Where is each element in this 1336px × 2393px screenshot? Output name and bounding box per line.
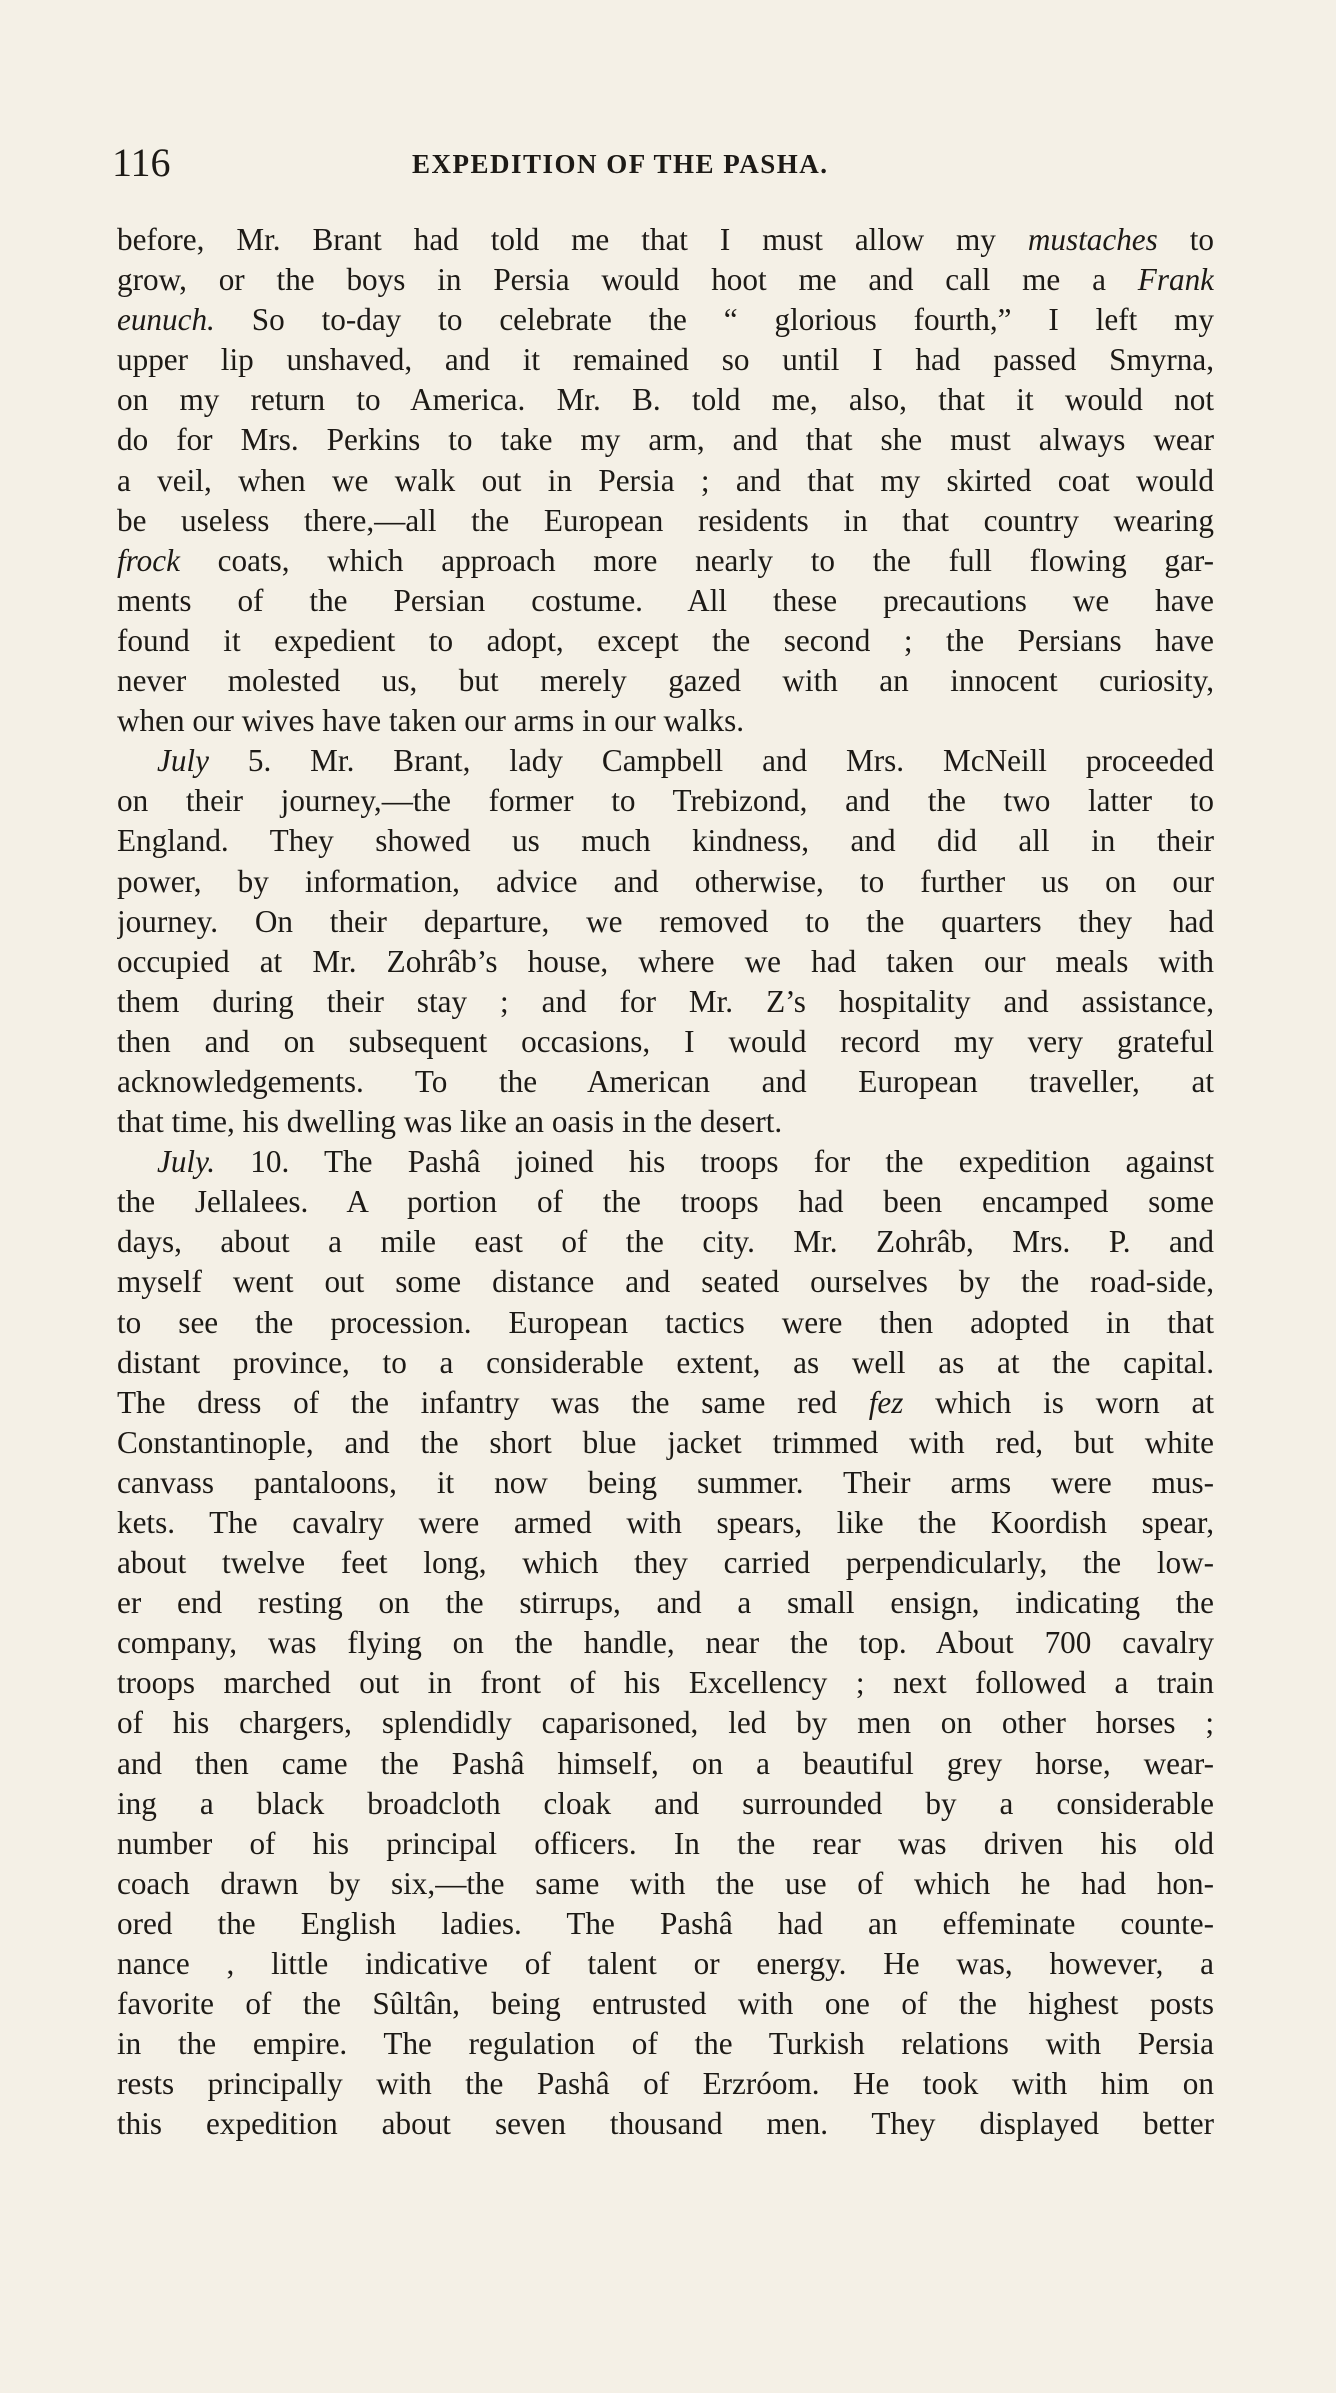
text-segment: then and on subsequent occasions, I would record my very grateful bbox=[117, 1023, 1214, 1059]
text-segment: of his chargers, splendidly caparisoned, led by men on other horses ; bbox=[117, 1705, 1214, 1741]
text-line bbox=[117, 1944, 1214, 1984]
text-line bbox=[117, 701, 1214, 741]
text-line bbox=[117, 862, 1214, 902]
text-segment: about twelve feet long, which they carried perpendicularly, the low- bbox=[117, 1545, 1214, 1581]
text-line bbox=[117, 902, 1214, 942]
text-line bbox=[117, 1102, 1214, 1142]
text-segment: occupied at Mr. Zohrâb’s house, where we had taken our meals with bbox=[117, 943, 1214, 979]
text-segment: canvass pantaloons, it now being summer. Their arms were mus- bbox=[117, 1464, 1214, 1500]
text-segment: coats, which approach more nearly to the full flowing gar- bbox=[179, 542, 1214, 578]
body-text bbox=[117, 220, 1214, 2145]
text-segment: do for Mrs. Perkins to take my arm, and that she must always wear bbox=[117, 422, 1214, 458]
text-line bbox=[117, 1784, 1214, 1824]
text-segment: grow, or the boys in Persia would hoot me and call me a bbox=[117, 262, 1138, 298]
text-line bbox=[117, 821, 1214, 861]
page-header bbox=[112, 138, 1212, 188]
text-segment: The dress of the infantry was the same red bbox=[117, 1384, 869, 1420]
text-line bbox=[117, 1984, 1214, 2024]
text-segment: nance , little indicative of talent or energy. He was, however, a bbox=[117, 1946, 1214, 1982]
text-segment: and then came the Pashâ himself, on a beautiful grey horse, wear- bbox=[117, 1745, 1214, 1781]
text-line bbox=[117, 1904, 1214, 1944]
text-line bbox=[117, 1343, 1214, 1383]
text-segment: be useless there,—all the European residents in that country wearing bbox=[117, 502, 1214, 538]
text-line bbox=[117, 1663, 1214, 1703]
text-line bbox=[117, 1062, 1214, 1102]
text-line bbox=[117, 2024, 1214, 2064]
text-line bbox=[117, 1744, 1214, 1784]
text-line bbox=[117, 220, 1214, 260]
text-segment: coach drawn by six,—the same with the use of which he had hon- bbox=[117, 1865, 1214, 1901]
text-segment: So to-day to celebrate the “ glorious fourth,” I left my bbox=[214, 302, 1214, 338]
text-line bbox=[117, 1383, 1214, 1423]
text-segment: when our wives have taken our arms in our walks. bbox=[117, 703, 745, 739]
text-segment: Constantinople, and the short blue jacket trimmed with red, but white bbox=[117, 1424, 1214, 1460]
text-line bbox=[117, 1503, 1214, 1543]
text-segment: which is worn at bbox=[903, 1384, 1214, 1420]
text-line bbox=[117, 1303, 1214, 1343]
text-segment: troops marched out in front of his Excellency ; next followed a train bbox=[117, 1665, 1214, 1701]
text-segment: acknowledgements. To the American and European traveller, at bbox=[117, 1063, 1214, 1099]
text-segment: them during their stay ; and for Mr. Z’s hospitality and assistance, bbox=[117, 983, 1214, 1019]
italic-text: frock bbox=[117, 542, 180, 578]
text-segment: favorite of the Sûltân, being entrusted with one of the highest posts bbox=[117, 1986, 1214, 2022]
text-segment: kets. The cavalry were armed with spears, like the Koordish spear, bbox=[117, 1505, 1214, 1540]
text-line bbox=[117, 621, 1214, 661]
text-line bbox=[117, 300, 1214, 340]
text-segment: er end resting on the stirrups, and a small ensign, indicating the bbox=[117, 1585, 1214, 1621]
text-line bbox=[117, 1423, 1214, 1463]
text-line bbox=[117, 1022, 1214, 1062]
text-segment: that time, his dwelling was like an oasis in the desert. bbox=[117, 1104, 783, 1140]
text-line bbox=[117, 1623, 1214, 1663]
text-line bbox=[117, 260, 1214, 300]
text-line bbox=[117, 581, 1214, 621]
text-line bbox=[117, 741, 1214, 781]
text-line bbox=[117, 1142, 1214, 1182]
text-segment: upper lip unshaved, and it remained so until I had passed Smyrna, bbox=[117, 342, 1214, 378]
text-segment: ments of the Persian costume. All these precautions we have bbox=[117, 582, 1214, 618]
italic-text: July. bbox=[157, 1144, 216, 1180]
text-line bbox=[117, 1463, 1214, 1503]
text-segment: found it expedient to adopt, except the second ; the Persians have bbox=[117, 622, 1214, 658]
text-line bbox=[117, 942, 1214, 982]
text-segment: on their journey,—the former to Trebizond, and the two latter to bbox=[117, 783, 1214, 819]
text-segment: 5. Mr. Brant, lady Campbell and Mrs. McNeill proceeded bbox=[208, 743, 1214, 779]
text-segment: days, about a mile east of the city. Mr. Zohrâb, Mrs. P. and bbox=[117, 1224, 1214, 1260]
text-segment: ing a black broadcloth cloak and surrounded by a considerable bbox=[117, 1785, 1214, 1821]
italic-text: July bbox=[157, 743, 209, 779]
text-segment: company, was flying on the handle, near the top. About 700 cavalry bbox=[117, 1625, 1214, 1661]
text-line bbox=[117, 501, 1214, 541]
text-line bbox=[117, 2064, 1214, 2104]
italic-text: Frank bbox=[1137, 262, 1214, 298]
text-line bbox=[117, 1703, 1214, 1743]
text-line bbox=[117, 1583, 1214, 1623]
text-line bbox=[117, 340, 1214, 380]
text-line bbox=[117, 661, 1214, 701]
italic-text: eunuch. bbox=[117, 302, 215, 338]
text-line bbox=[117, 380, 1214, 420]
text-segment: a veil, when we walk out in Persia ; and that my skirted coat would bbox=[117, 462, 1214, 498]
italic-text: fez bbox=[868, 1384, 904, 1420]
text-segment: number of his principal officers. In the rear was driven his old bbox=[117, 1825, 1214, 1861]
text-segment: to bbox=[1157, 222, 1214, 257]
text-line bbox=[117, 541, 1214, 581]
page-number: 116 bbox=[112, 140, 171, 185]
text-segment: never molested us, but merely gazed with an innocent curiosity, bbox=[117, 663, 1214, 699]
text-segment: this expedition about seven thousand men. They displayed better bbox=[117, 2106, 1214, 2142]
text-segment: rests principally with the Pashâ of Erzróom. He took with him on bbox=[117, 2066, 1214, 2102]
text-line bbox=[117, 2104, 1214, 2144]
text-line bbox=[117, 1222, 1214, 1262]
running-head: EXPEDITION OF THE PASHA. bbox=[412, 149, 829, 179]
text-segment: England. They showed us much kindness, and did all in their bbox=[117, 823, 1214, 859]
text-line bbox=[117, 1182, 1214, 1222]
text-line bbox=[117, 1543, 1214, 1583]
text-line bbox=[117, 1864, 1214, 1904]
text-line bbox=[117, 781, 1214, 821]
italic-text: mustaches bbox=[1027, 222, 1158, 257]
text-line bbox=[117, 1262, 1214, 1302]
text-segment: the Jellalees. A portion of the troops had been encamped some bbox=[117, 1184, 1214, 1220]
text-segment: ored the English ladies. The Pashâ had an effeminate counte- bbox=[117, 1905, 1214, 1941]
text-segment: journey. On their departure, we removed to the quarters they had bbox=[117, 903, 1214, 939]
text-line bbox=[117, 982, 1214, 1022]
text-segment: myself went out some distance and seated ourselves by the road-side, bbox=[117, 1264, 1214, 1300]
text-segment: on my return to America. Mr. B. told me, also, that it would not bbox=[117, 382, 1214, 418]
text-segment: power, by information, advice and otherwise, to further us on our bbox=[117, 863, 1214, 899]
text-line bbox=[117, 461, 1214, 501]
text-segment: to see the procession. European tactics were then adopted in that bbox=[117, 1304, 1214, 1340]
text-segment: before, Mr. Brant had told me that I must allow my bbox=[117, 222, 1028, 257]
text-line bbox=[117, 1824, 1214, 1864]
text-line bbox=[117, 420, 1214, 460]
text-segment: in the empire. The regulation of the Turkish relations with Persia bbox=[117, 2026, 1214, 2062]
text-segment: distant province, to a considerable extent, as well as at the capital. bbox=[117, 1344, 1214, 1380]
text-segment: 10. The Pashâ joined his troops for the expedition against bbox=[215, 1144, 1214, 1180]
